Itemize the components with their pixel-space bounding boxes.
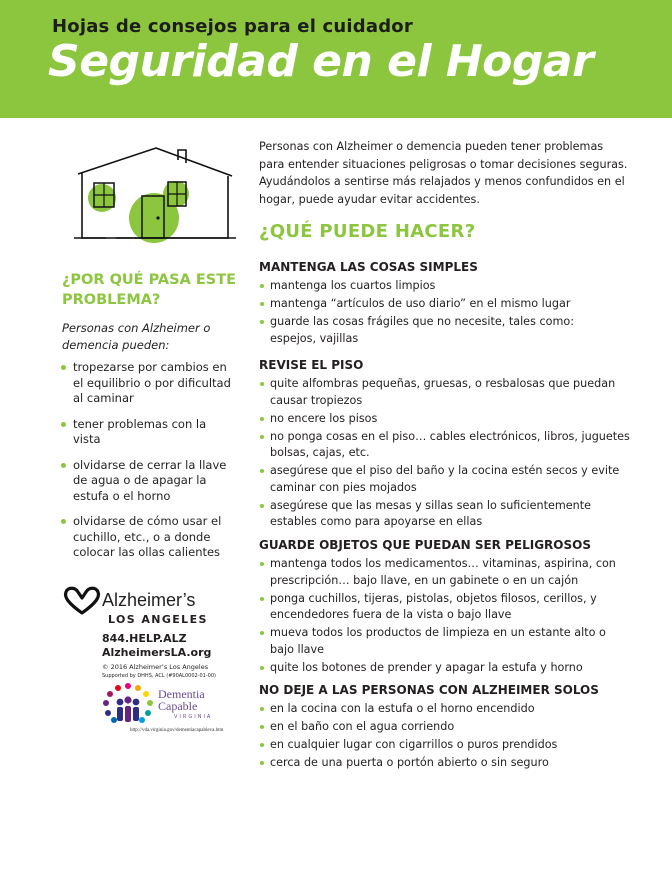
why-intro: Personas con Alzheimer o demencia pueden: [62, 321, 211, 352]
brand-phone[interactable]: 844.HELP.ALZ [102, 632, 187, 645]
list-item: mantenga todos los medicamentos… vitaminas, aspirina, con prescripción… bajo llave, en un gabinete o en un cajón [259, 556, 631, 589]
list-item: guarde las cosas frágiles que no necesite, tales como: espejos, vajillas [259, 314, 619, 347]
list-item: no ponga cosas en el piso… cables electrónicos, libros, juguetes bolsas, cajas, etc. [259, 429, 639, 462]
list-item: asegúrese que las mesas y sillas sean lo suficientemente estables como para apoyarse en ellas [259, 498, 607, 531]
list-item: mueva todos los productos de limpieza en un estante alto o bajo llave [259, 625, 631, 658]
page-title: Seguridad en el Hogar [48, 36, 594, 87]
section-heading: MANTENGA LAS COSAS SIMPLES [259, 260, 478, 274]
list-item: asegúrese que el piso del baño y la cocina estén secos y evite caminar con pies mojados [259, 463, 631, 496]
list-item: en el baño con el agua corriendo [259, 719, 639, 736]
why-heading: ¿POR QUÉ PASA ESTE PROBLEMA? [62, 272, 237, 308]
list-item: ponga cuchillos, tijeras, pistolas, objetos filosos, cerillos, y encendedores fuera de la vista o bajo llave [259, 591, 615, 624]
section-alone [259, 682, 639, 773]
header-subtitle: Hojas de consejos para el cuidador [52, 16, 413, 37]
list-item: olvidarse de cómo usar el cuchillo, etc., o a donde colocar las ollas calientes [60, 514, 235, 561]
brand-region: LOS ANGELES [108, 613, 208, 626]
header-banner [0, 0, 672, 118]
section-heading: NO DEJE A LAS PERSONAS CON ALZHEIMER SOLOS [259, 683, 599, 697]
section-floor [259, 357, 639, 532]
list-item: mantenga los cuartos limpios [259, 278, 639, 295]
section-heading: GUARDE OBJETOS QUE PUEDAN SER PELIGROSOS [259, 538, 591, 552]
list-item: tropezarse por cambios en el equilibrio o por dificultad al caminar [60, 360, 235, 407]
partner-name: Dementia Capable [158, 687, 205, 713]
list-item: tener problemas con la vista [60, 417, 235, 448]
brand-website-link[interactable]: AlzheimersLA.org [102, 646, 212, 659]
list-item: olvidarse de cerrar la llave de agua o de apagar la estufa o el horno [60, 458, 235, 505]
why-list [60, 360, 235, 571]
list-item: cerca de una puerta o portón abierto o sin seguro [259, 755, 639, 772]
people-circle-logo-icon [100, 682, 156, 728]
what-heading: ¿QUÉ PUEDE HACER? [259, 221, 476, 242]
list-item: quite los botones de prender y apagar la estufa y horno [259, 660, 639, 677]
partner-state: VIRGINIA [174, 714, 213, 720]
brand-name: Alzheimer’s [102, 590, 196, 610]
list-item: en cualquier lugar con cigarrillos o puros prendidos [259, 737, 639, 754]
list-item: quite alfombras pequeñas, gruesas, o resbalosas que puedan causar tropiezos [259, 376, 631, 409]
house-illustration-icon [72, 146, 240, 246]
section-simple [259, 259, 639, 349]
copyright: © 2016 Alzheimer’s Los Angeles [102, 663, 209, 671]
list-item: en la cocina con la estufa o el horno encendido [259, 701, 639, 718]
support-note: Supported by DHHS, ACL (#90AL0002-01-00) [102, 673, 216, 679]
list-item: mantenga “artículos de uso diario” en el mismo lugar [259, 296, 639, 313]
dementia-capable-logo [100, 682, 245, 742]
alzheimers-la-logo [62, 585, 242, 679]
list-item: no encere los pisos [259, 411, 639, 428]
section-dangerous [259, 537, 639, 678]
intro-paragraph: Personas con Alzheimer o demencia pueden tener problemas para entender situaciones peligrosas o tomar decisiones seguras. Ayudándolos a sentirse más relajados y menos confundidos en el hogar, puede ayudar evitar accidentes. [259, 140, 628, 206]
partner-url-link[interactable]: http://vda.virginia.gov/dementiacapableva.htm [130, 728, 224, 733]
heart-ribbon-icon [62, 585, 102, 615]
section-heading: REVISE EL PISO [259, 358, 364, 372]
